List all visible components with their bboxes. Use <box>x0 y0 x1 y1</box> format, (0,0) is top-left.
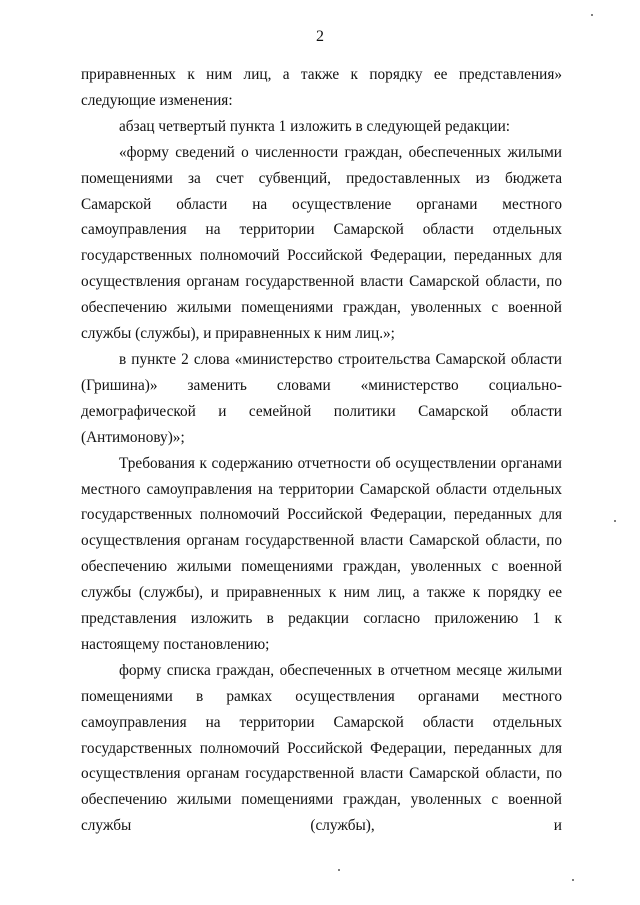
text-line: органам государственной власти Самарской области, по обеспечению <box>81 765 562 809</box>
text-line: службы (службы), и приравненных к ним лиц, а также к порядку ее <box>81 584 562 602</box>
text-line: территории Самарской области отдельных государственных полномочий <box>81 221 563 265</box>
text-line: следующие изменения: <box>81 91 233 109</box>
text-line: жилыми помещениями граждан, уволенных с военной службы (службы), и <box>81 791 562 835</box>
page-number: 2 <box>316 28 324 45</box>
paragraph-citizen-list-form <box>81 658 562 839</box>
text-line: демографической и семейной политики Самарской области <box>81 402 562 420</box>
text-line: помещениями за счет субвенций, предоставленных из бюджета Самарской <box>81 169 562 213</box>
scan-speck <box>338 869 340 871</box>
text-line: местного самоуправления на территории Самарской области отдельных <box>81 480 562 498</box>
text-line: государственной власти Самарской области, по обеспечению жилыми <box>81 273 562 317</box>
text-line: области на осуществление органами местного самоуправления на <box>81 195 563 239</box>
text-line: обеспечению жилыми помещениями граждан, уволенных с военной <box>81 558 562 576</box>
text-line: «форму сведений о численности граждан, обеспеченных жилыми <box>119 143 562 161</box>
text-line: представления изложить в редакции согласно приложению 1 к настоящему <box>81 610 562 653</box>
text-line: (Антимонову)»; <box>81 428 185 446</box>
text-line: полномочий Российской Федерации, переданных для осуществления <box>81 739 563 783</box>
text-line: осуществления органам государственной власти Самарской области, по <box>81 532 562 550</box>
text-line: Российской Федерации, переданных для осуществления органам <box>81 247 563 291</box>
text-line: Требования к содержанию отчетности об осуществлении органами <box>119 454 562 472</box>
paragraph-form-of-information <box>81 140 562 347</box>
text-line: государственных полномочий Российской Федерации, переданных для <box>81 506 562 524</box>
text-line: области (Гришина)» заменить словами «министерство социально- <box>81 350 562 394</box>
scan-speck <box>572 879 574 881</box>
paragraph-point-two-replacement <box>81 347 562 451</box>
text-line: постановлению; <box>163 635 270 653</box>
scan-speck <box>591 14 593 16</box>
text-line: абзац четвертый пункта 1 изложить в следующей редакции: <box>119 117 511 135</box>
document-body <box>81 62 562 839</box>
text-line: форму списка граждан, обеспеченных в отчетном месяце жилыми <box>119 661 562 679</box>
text-line: в пункте 2 слова «министерство строительства Самарской <box>119 350 506 368</box>
text-line: приравненных к ним лиц.»; <box>215 325 395 343</box>
paragraph-intro-continuation <box>81 62 562 114</box>
scan-speck <box>614 520 616 522</box>
text-line: помещениями граждан, уволенных с военной службы (службы), и <box>81 299 562 343</box>
text-line: на территории Самарской области отдельных государственных <box>81 713 563 757</box>
text-line: помещениями в рамках осуществления органами местного самоуправления <box>81 687 562 731</box>
paragraph-paragraph-four-instruction <box>81 114 562 140</box>
text-line: приравненных к ним лиц, а также к порядку ее представления» <box>81 66 562 83</box>
paragraph-reporting-requirements <box>81 451 562 658</box>
